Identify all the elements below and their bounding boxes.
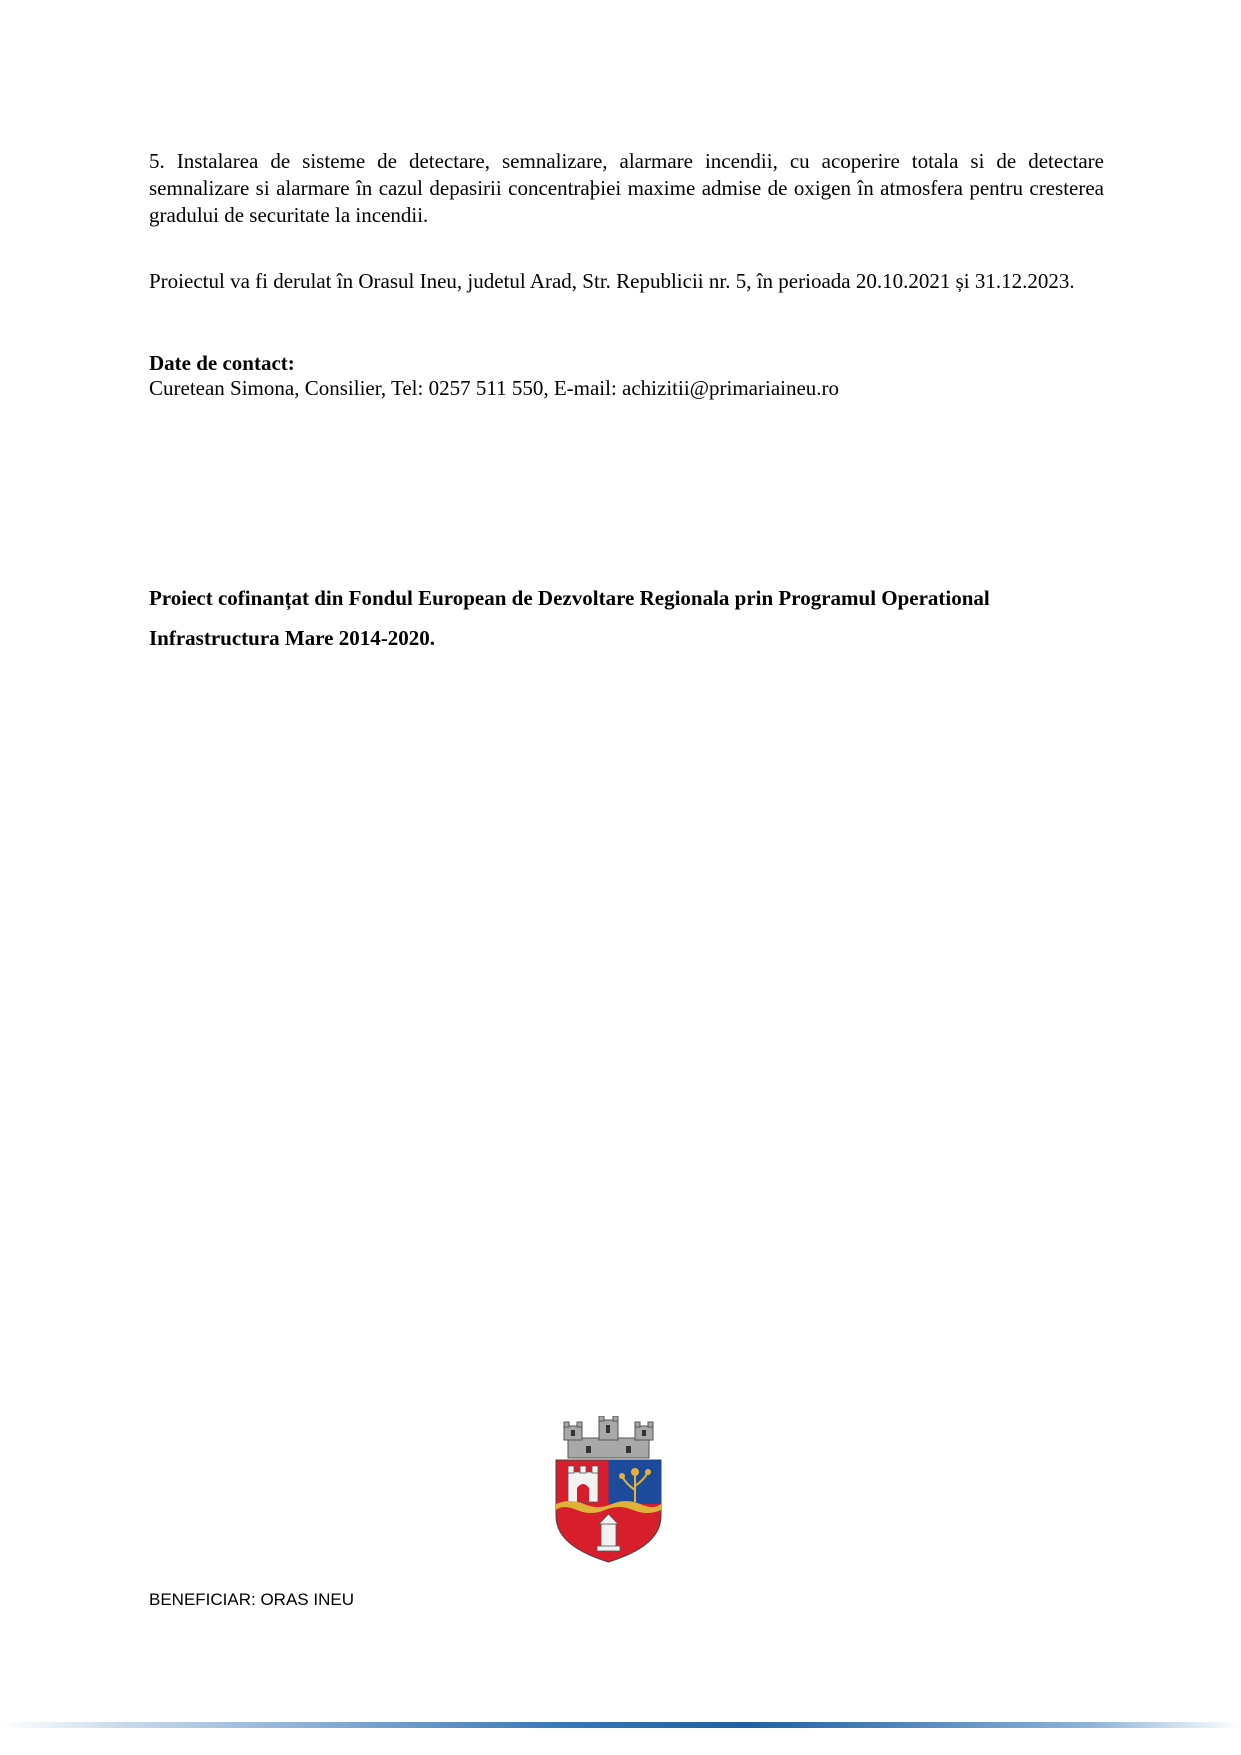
footer-divider (0, 1722, 1241, 1728)
contact-heading: Date de contact: (149, 351, 295, 375)
cofinance-statement: Proiect cofinanțat din Fondul European de Dezvoltare Regionala prin Programul Operational Infrastructura Mare 2014-2020. (149, 586, 990, 650)
contact-details: Curetean Simona, Consilier, Tel: 0257 511 550, E-mail: achizitii@primariaineu.ro (149, 376, 840, 400)
beneficiary-label: BENEFICIAR: ORAS INEU (149, 1590, 354, 1609)
ineu-coat-of-arms-icon (550, 1416, 667, 1564)
project-location-paragraph: Proiectul va fi derulat în Orasul Ineu, judetul Arad, Str. Republicii nr. 5, în perioada 20.10.2021 și 31.12.2023. (149, 269, 1075, 293)
item-5-paragraph: 5. Instalarea de sisteme de detectare, semnalizare, alarmare incendii, cu acoperire totala si de detectare semnalizare si alarmare în cazul depasirii concentraþiei maxime admise de oxigen în atmosfera pentru cresterea gradului de securitate la incendii. (149, 149, 1104, 227)
